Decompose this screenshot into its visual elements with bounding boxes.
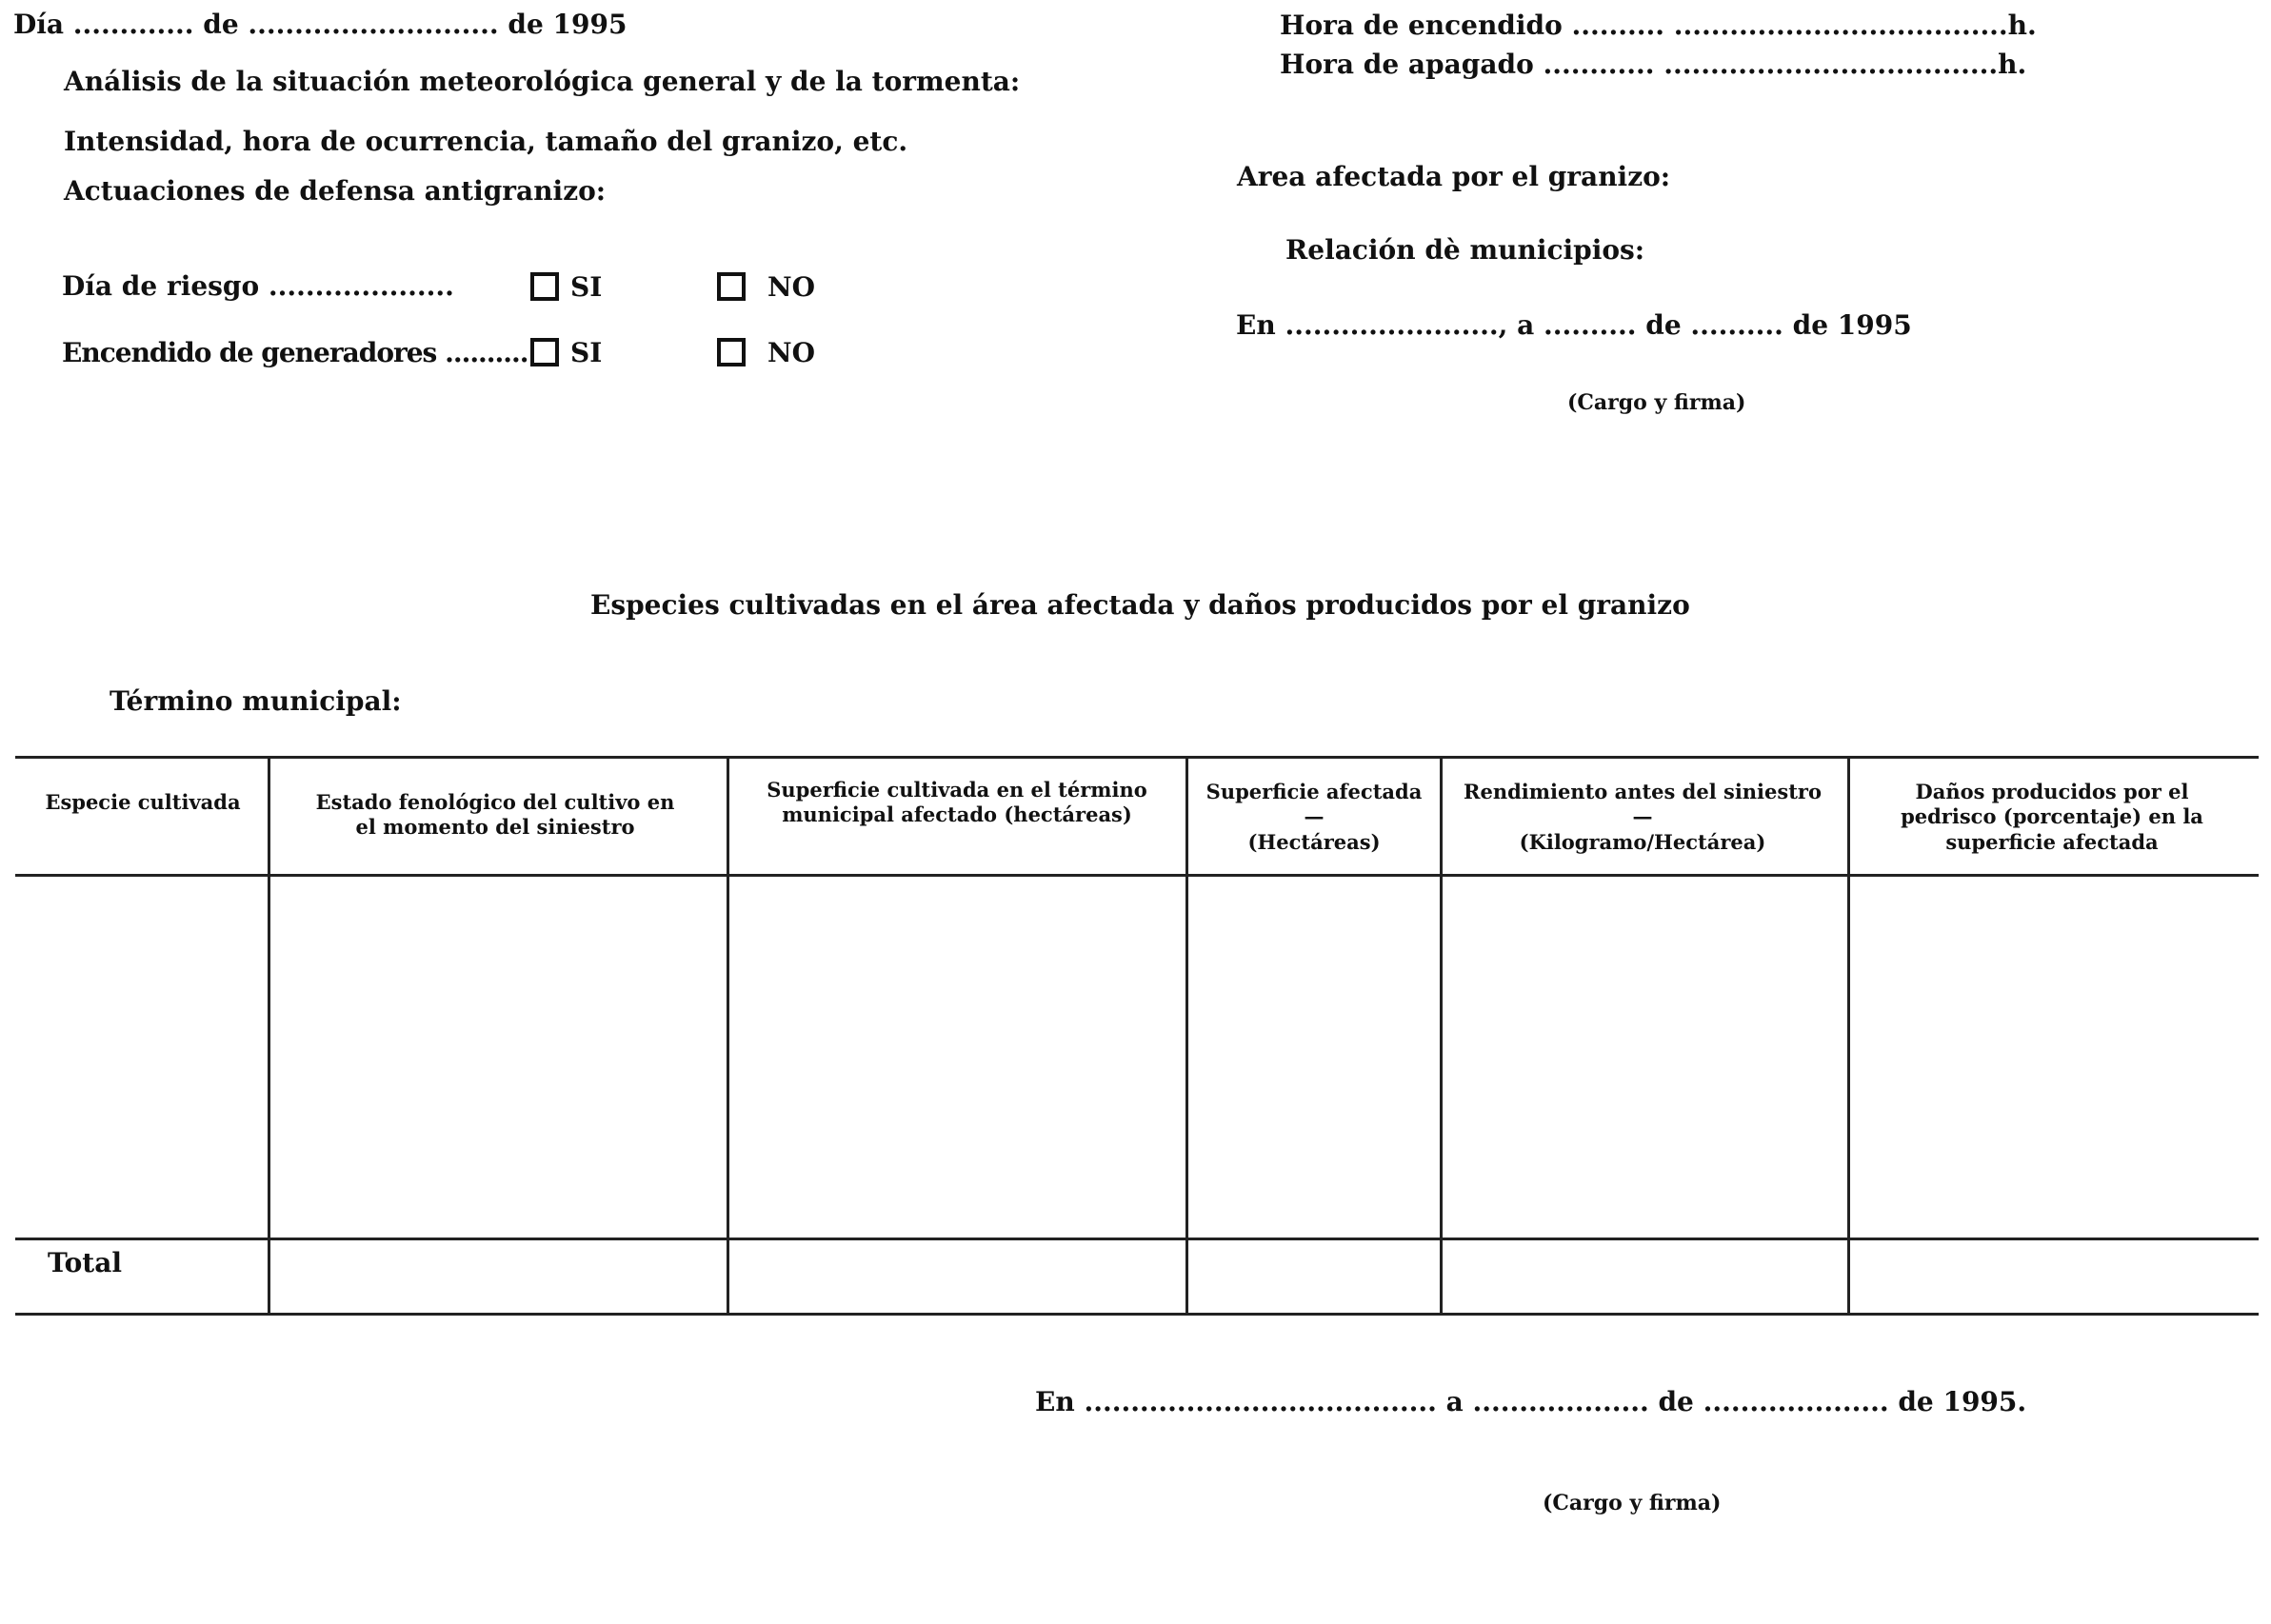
area-afectada-label: Area afectada por el granizo: bbox=[1237, 161, 1671, 192]
dia-riesgo-no-checkbox[interactable] bbox=[717, 272, 746, 301]
analisis-label: Análisis de la situación meteorológica general y de la tormenta: bbox=[64, 66, 1021, 97]
cargo-firma-bottom: (Cargo y firma) bbox=[1543, 1491, 1722, 1515]
encendido-generadores-label: Encendido de generadores .......... bbox=[62, 337, 528, 368]
intensidad-label: Intensidad, hora de ocurrencia, tamaño del granizo, etc. bbox=[64, 126, 908, 157]
th-superficie-afectada: Superficie afectada — (Hectáreas) bbox=[1205, 780, 1423, 854]
dia-riesgo-no-label: NO bbox=[767, 271, 815, 303]
dia-riesgo-si-checkbox[interactable] bbox=[530, 272, 559, 301]
section-title: Especies cultivadas en el área afectada y daños producidos por el granizo bbox=[590, 589, 1690, 621]
en-fecha-line: En ......................., a .......... de .......... de 1995 bbox=[1236, 309, 1912, 341]
encendido-no-label: NO bbox=[767, 337, 815, 368]
hora-encendido-line: Hora de encendido .......... ....................................h. bbox=[1280, 10, 2037, 41]
actuaciones-label: Actuaciones de defensa antigranizo: bbox=[64, 175, 607, 207]
total-label: Total bbox=[48, 1247, 123, 1278]
table-header-border bbox=[15, 874, 2259, 877]
th-superficie-cultivada: Superficie cultivada en el término municipal afectado (hectáreas) bbox=[767, 778, 1147, 827]
th-danos-producidos: Daños producidos por el pedrisco (porcentaje) en la superficie afectada bbox=[1901, 780, 2203, 854]
table-col-divider-1 bbox=[268, 756, 270, 1316]
termino-municipal-label: Término municipal: bbox=[110, 685, 402, 717]
table-top-border bbox=[15, 756, 2259, 759]
relacion-municipios-label: Relación dè municipios: bbox=[1285, 234, 1645, 266]
table-total-border bbox=[15, 1238, 2259, 1240]
dia-line: Día ............. de ........................... de 1995 bbox=[13, 9, 628, 40]
table-col-divider-5 bbox=[1847, 756, 1850, 1316]
th-estado-fenologico: Estado fenológico del cultivo en el momento del siniestro bbox=[315, 790, 675, 840]
encendido-si-label: SI bbox=[570, 337, 603, 368]
table-col-divider-4 bbox=[1440, 756, 1443, 1316]
cargo-firma-top: (Cargo y firma) bbox=[1567, 390, 1746, 415]
table-col-divider-3 bbox=[1185, 756, 1188, 1316]
hora-apagado-line: Hora de apagado ............ ....................................h. bbox=[1280, 49, 2027, 80]
encendido-si-checkbox[interactable] bbox=[530, 338, 559, 366]
encendido-no-checkbox[interactable] bbox=[717, 338, 746, 366]
footer-en-fecha-line: En ...................................... a ................... de .................... de 1995. bbox=[1035, 1386, 2027, 1417]
dia-riesgo-si-label: SI bbox=[570, 271, 603, 303]
table-col-divider-2 bbox=[727, 756, 729, 1316]
th-rendimiento: Rendimiento antes del siniestro — (Kilogramo/Hectárea) bbox=[1464, 780, 1822, 854]
th-especie: Especie cultivada bbox=[45, 790, 241, 814]
table-bottom-border bbox=[15, 1313, 2259, 1316]
dia-riesgo-label: Día de riesgo .................... bbox=[62, 270, 454, 302]
